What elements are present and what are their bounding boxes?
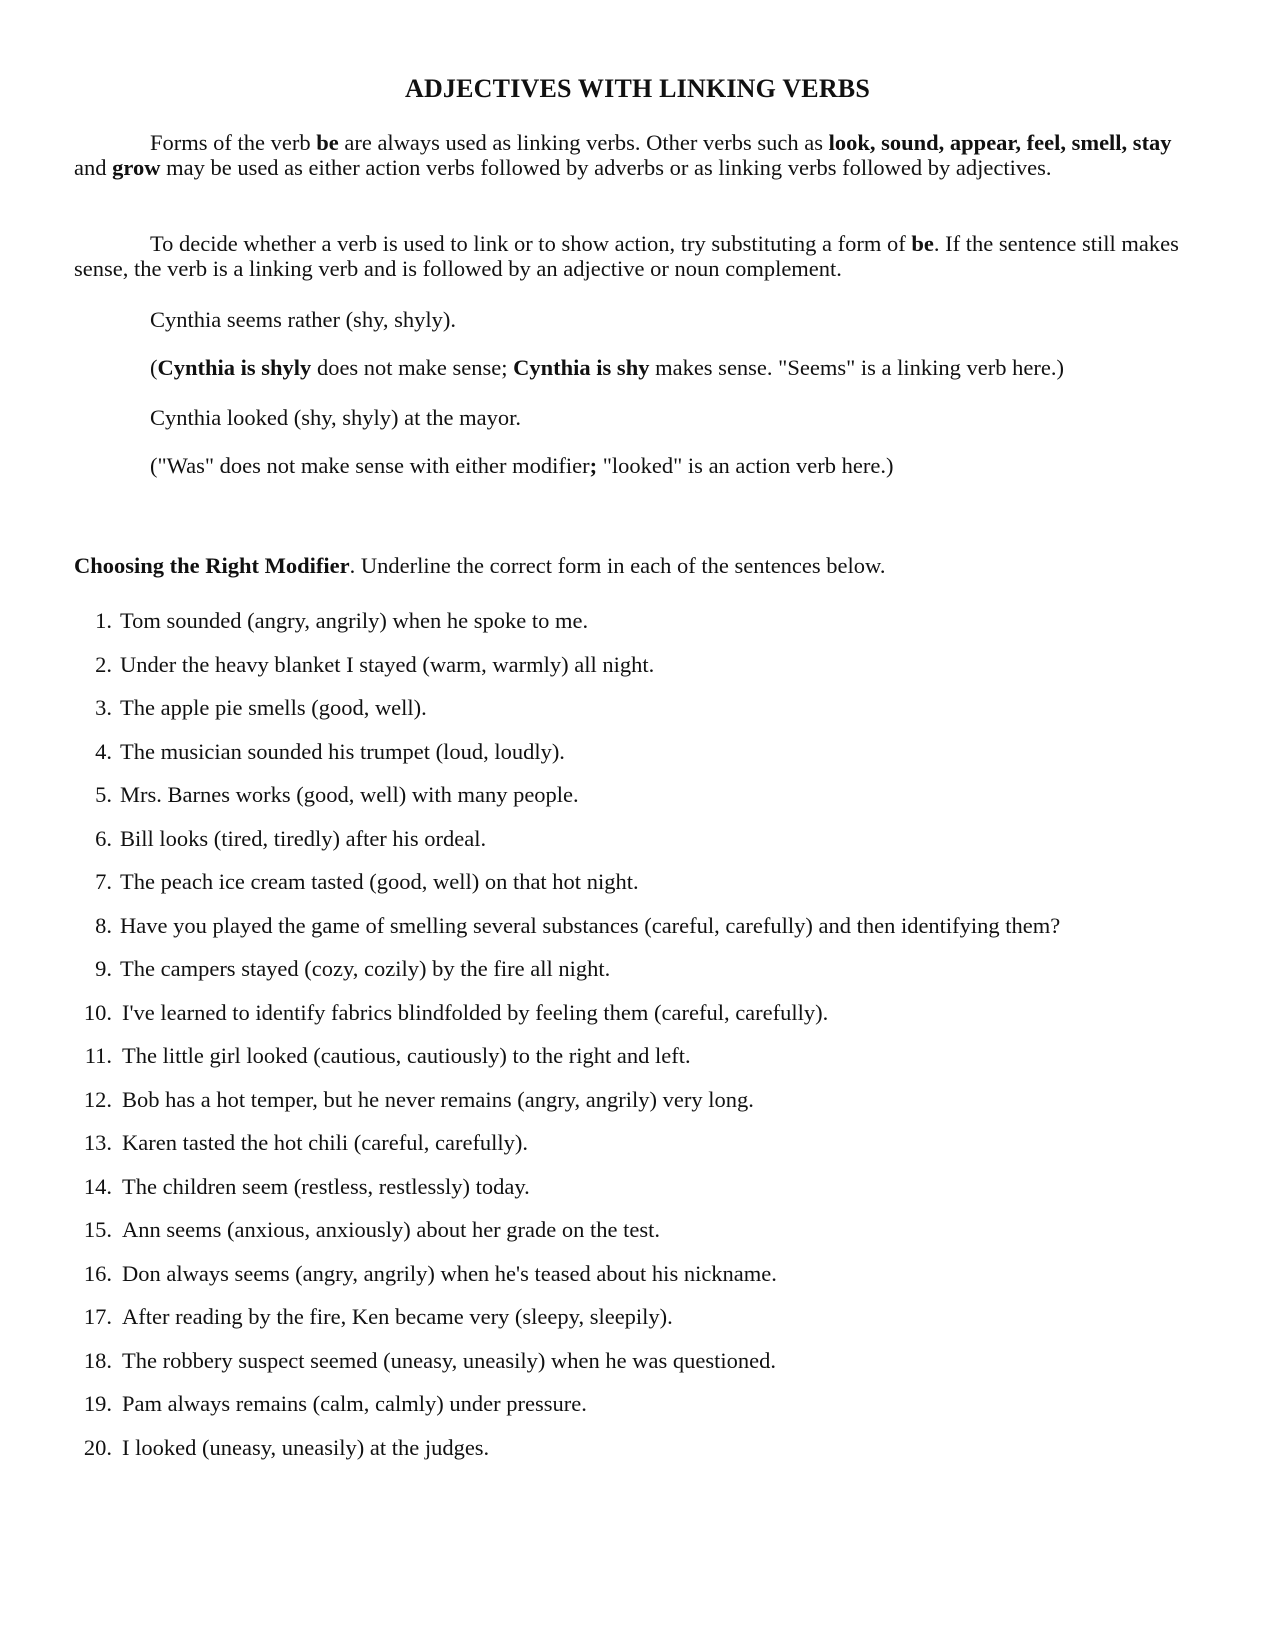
item-text: Don always seems (angry, angrily) when he's teased about his nickname. [122,1260,777,1286]
substitution-text-1: To decide whether a verb is used to link or to show action, try substituting a form of [150,231,912,256]
item-text: Have you played the game of smelling several substances (careful, carefully) and then identifying them? [120,912,1061,938]
intro-text-1: Forms of the verb [150,130,317,155]
item-number: 6. [95,825,112,851]
item-number: 9. [95,956,112,981]
item-number: 3. [95,695,112,720]
item-number: 5. [95,782,112,807]
item-number: 20. [83,1434,112,1460]
intro-text-2: are always used as linking verbs. Other verbs such as [338,130,829,155]
instruction-heading: Choosing the Right Modifier [74,553,350,578]
exercise-item [74,739,1224,783]
intro-text-3: and [74,155,113,180]
intro-paragraph [74,130,1199,180]
item-text: The campers stayed (cozy, cozily) by the fire all night. [120,956,611,981]
item-text: Bob has a hot temper, but he never remains (angry, angrily) very long. [122,1086,754,1112]
exercise-item [74,1174,1224,1218]
item-text: Karen tasted the hot chili (careful, carefully). [122,1130,529,1155]
ex4-text-1: ("Was" does not make sense with either modifier [150,453,590,478]
item-text: Under the heavy blanket I stayed (warm, warmly) all night. [120,651,655,677]
exercise-item [74,1435,1224,1479]
item-number: 10. [83,999,112,1025]
substitution-bold-be: be [911,231,934,256]
substitution-paragraph [74,231,1199,281]
item-number: 13. [83,1130,112,1155]
exercise-item [74,1043,1224,1087]
item-number: 2. [95,651,112,677]
exercise-item [74,782,1224,826]
page-title: ADJECTIVES WITH LINKING VERBS [404,74,871,103]
item-text: The robbery suspect seemed (uneasy, uneasily) when he was questioned. [122,1347,776,1373]
item-number: 18. [83,1347,112,1373]
intro-bold-verbs: look, sound, appear, feel, smell, stay [828,130,1172,155]
item-number: 19. [83,1391,112,1416]
exercise-item [74,652,1224,696]
exercise-item [74,869,1224,913]
item-number: 15. [83,1217,112,1242]
exercise-item [74,1087,1224,1131]
example-explanation-2 [150,453,1210,478]
intro-bold-grow: grow [112,155,161,180]
exercise-item [74,1391,1224,1435]
exercise-list [74,608,1224,1478]
item-number: 12. [83,1086,112,1112]
item-number: 1. [95,608,112,633]
item-text: The little girl looked (cautious, cautiously) to the right and left. [122,1043,691,1068]
exercise-item [74,608,1224,652]
item-text: Mrs. Barnes works (good, well) with many people. [120,782,579,807]
item-number: 14. [83,1173,112,1199]
ex2-text-1: ( [150,355,158,380]
item-text: I looked (uneasy, uneasily) at the judges. [122,1434,490,1460]
example-sentence-1: Cynthia seems rather (shy, shyly). [150,307,456,332]
ex4-bold-1: ; [589,453,598,478]
exercise-item [74,913,1224,957]
item-text: The apple pie smells (good, well). [120,695,427,720]
exercise-item [74,1348,1224,1392]
item-text: Bill looks (tired, tiredly) after his ordeal. [120,825,487,851]
item-text: After reading by the fire, Ken became very (sleepy, sleepily). [122,1304,673,1329]
item-number: 8. [95,912,112,938]
item-text: Pam always remains (calm, calmly) under pressure. [122,1391,587,1416]
item-text: I've learned to identify fabrics blindfolded by feeling them (careful, carefully). [122,999,829,1025]
exercise-item [74,826,1224,870]
item-text: Tom sounded (angry, angrily) when he spoke to me. [120,608,589,633]
ex2-bold-1: Cynthia is shyly [157,355,312,380]
ex2-bold-2: Cynthia is shy [513,355,650,380]
item-number: 4. [95,738,112,764]
exercise-item [74,1130,1224,1174]
item-number: 17. [83,1304,112,1329]
intro-bold-be: be [316,130,339,155]
example-sentence-2: Cynthia looked (shy, shyly) at the mayor. [150,405,521,430]
substitution-text-2: . If the sentence still makes sense, the verb is a linking verb and is followed by an adjective or noun complement. [74,231,1179,281]
ex2-text-2: does not make sense; [311,355,514,380]
item-text: The children seem (restless, restlessly) today. [122,1173,530,1199]
ex4-text-2: "looked" is an action verb here.) [597,453,894,478]
exercise-item [74,1000,1224,1044]
exercise-item [74,1261,1224,1305]
item-number: 7. [95,869,112,894]
exercise-instruction [74,553,885,578]
exercise-item [74,695,1224,739]
exercise-item [74,1217,1224,1261]
ex2-text-3: makes sense. "Seems" is a linking verb here.) [649,355,1064,380]
item-text: The musician sounded his trumpet (loud, loudly). [120,738,565,764]
example-explanation-1 [150,355,1210,380]
item-text: Ann seems (anxious, anxiously) about her grade on the test. [122,1217,661,1242]
item-number: 16. [83,1260,112,1286]
intro-text-4: may be used as either action verbs followed by adverbs or as linking verbs followed by adjectives. [160,155,1052,180]
instruction-text: . Underline the correct form in each of the sentences below. [349,553,886,578]
item-number: 11. [84,1043,112,1068]
exercise-item [74,1304,1224,1348]
exercise-item [74,956,1224,1000]
item-text: The peach ice cream tasted (good, well) on that hot night. [120,869,639,894]
